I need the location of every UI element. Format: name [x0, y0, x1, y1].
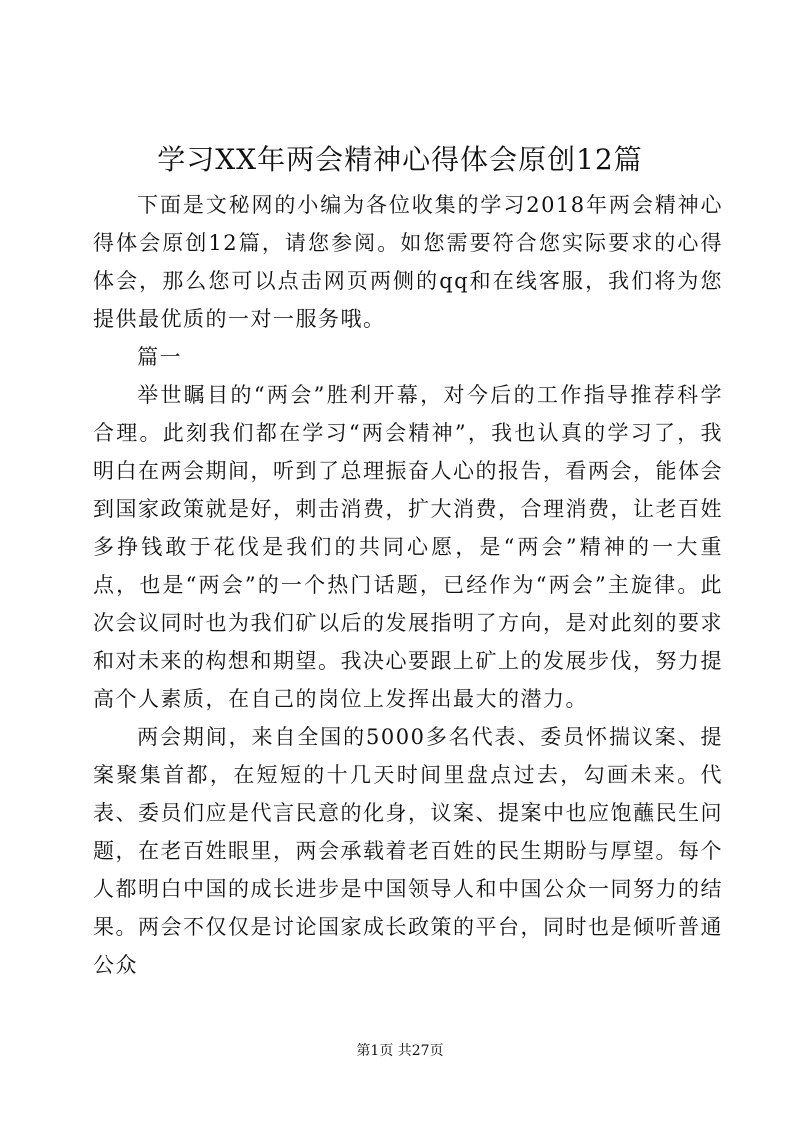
- page-number-footer: 第1页 共27页: [356, 1043, 444, 1059]
- section-heading: 篇一: [137, 345, 183, 369]
- body-paragraph: 两会期间，来自全国的5000多名代表、委员怀揣议案、提案聚集首都，在短短的十几天时间里盘点过去，勾画未来。代表、委员们应是代言民意的化身，议案、提案中也应饱蘸民生问题，在老百姓眼里，两会承载着老百姓的民生期盼与厚望。每个人都明白中国的成长进步是中国领导人和中国公众一同努力的结果。两会不仅仅是讨论国家成长政策的平台，同时也是倾听普通公众: [93, 725, 723, 977]
- intro-paragraph: 下面是文秘网的小编为各位收集的学习2018年两会精神心得体会原创12篇，请您参阅。如您需要符合您实际要求的心得体会，那么您可以点击网页两侧的qq和在线客服，我们将为您提供最优质的一对一服务哦。: [93, 193, 723, 331]
- document-title: 学习XX年两会精神心得体会原创12篇: [157, 143, 643, 176]
- document-body: [93, 186, 723, 984]
- body-paragraph: 举世瞩目的“两会”胜利开幕，对今后的工作指导推荐科学合理。此刻我们都在学习“两会精神”，我也认真的学习了，我明白在两会期间，听到了总理振奋人心的报告，看两会，能体会到国家政策就是好，刺击消费，扩大消费，合理消费，让老百姓多挣钱敢于花伐是我们的共同心愿，是“两会”精神的一大重点，也是“两会”的一个热门话题，已经作为“两会”主旋律。此次会议同时也为我们矿以后的发展指明了方向，是对此刻的要求和对未来的构想和期望。我决心要跟上矿上的发展步伐，努力提高个人素质，在自己的岗位上发挥出最大的潜力。: [93, 383, 723, 711]
